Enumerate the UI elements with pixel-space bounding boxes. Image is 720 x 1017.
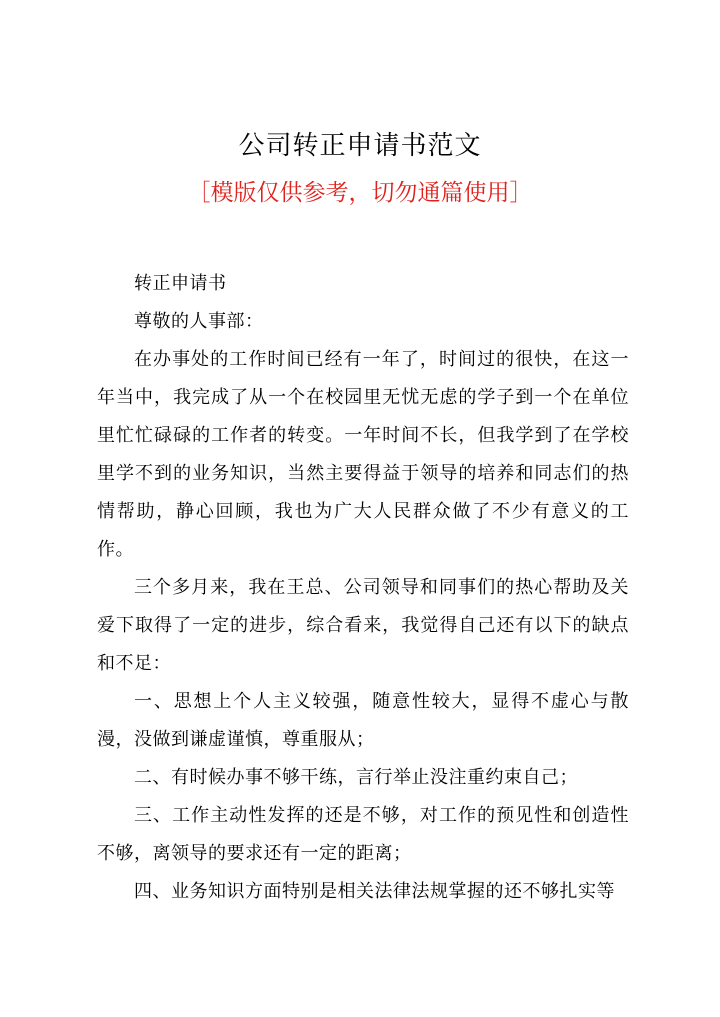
heading-paragraph: 转正申请书	[134, 273, 227, 294]
list-paragraph: 四、业务知识方面特别是相关法律法规掌握的还不够扎实等	[134, 881, 615, 902]
salutation-paragraph: 尊敬的人事部：	[134, 311, 264, 332]
list-paragraph: 三、工作主动性发挥的还是不够，对工作的预见性和创造性不够，离领导的要求还有一定的距离；	[97, 805, 629, 864]
body-paragraph: 在办事处的工作时间已经有一年了，时间过的很快，在这一年当中，我完成了从一个在校园里无忧无虑的学子到一个在单位里忙忙碌碌的工作者的转变。一年时间不长，但我学到了在学校里学不到的业务知识，当然主要得益于领导的培养和同志们的热情帮助，静心回顾，我也为广大人民群众做了不少有意义的工作。	[97, 349, 629, 560]
list-paragraph: 二、有时候办事不够干练，言行举止没注重约束自己；	[134, 767, 578, 788]
body-paragraph: 三个多月来，我在王总、公司领导和同事们的热心帮助及关爱下取得了一定的进步，综合看来，我觉得自己还有以下的缺点和不足：	[97, 577, 629, 674]
template-disclaimer: ［模版仅供参考，切勿通篇使用］	[187, 180, 533, 206]
document-body	[97, 265, 629, 911]
document-title: 公司转正申请书范文	[238, 131, 482, 161]
list-paragraph: 一、思想上个人主义较强，随意性较大，显得不虚心与散漫，没做到谦虚谨慎，尊重服从；	[97, 691, 629, 750]
